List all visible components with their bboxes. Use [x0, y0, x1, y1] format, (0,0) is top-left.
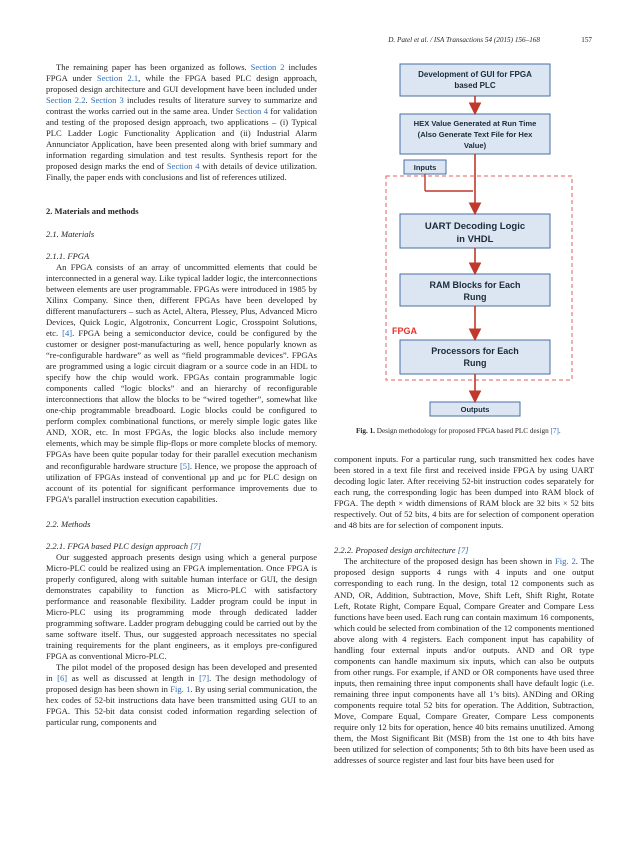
box-label: (Also Generate Text File for Hex [417, 130, 533, 139]
box-label: HEX Value Generated at Run Time [413, 119, 537, 128]
box-label: in VHDL [456, 234, 494, 245]
caption-text: . [558, 427, 561, 435]
architecture-paragraph [334, 556, 594, 766]
figure-1-caption [356, 427, 596, 436]
text-span: . The proposed design supports 4 rungs with 4 inputs and one output corresponding to each rung. In the design, total 12 components such as AND, OR, Addition, Subtraction, Move, Shift Left, Shift Right, Rotate Left, Rotate Right, Compare Equal, Compare Greater and Compare Less functions have been used. Each rung can contain maximum 16 components, which could be selected from combination of the 12 components mentioned above along with 4 registers. Each component input has capability of handling four external inputs and/or outputs. AND and OR type components can handle maximum six inputs, which can also be outputs from other rungs. For example, if AND or OR components have used three inputs, then remaining three input components shall have default logic (i.e. remaining three input components have all 1’s bits). ANDing and ORing components require total 52 bits for operation. The Addition, Subtraction, Move, Compare Equal, Compare Greater, Compare Less components require only 12 bits for operation, hence 40 bits remains unutilized. Among them, the Most Significant Bit (MSB) from the 1st one to 4th bits have been utilized for selection of components; 5th to 8th bits have been used as addresses of source register and last four bits have been used for [334, 556, 594, 766]
methods-paragraph-2 [46, 662, 317, 728]
section-link[interactable]: Section 2.2 [46, 95, 86, 106]
section-link[interactable]: Section 3 [90, 95, 124, 106]
page-number: 157 [581, 36, 592, 44]
text-span: , while the FPGA based PLC design approach, proposed design architecture and GUI development have been included under [46, 73, 317, 95]
citation-link[interactable]: [5] [179, 460, 190, 471]
figure-link[interactable]: Fig. 1 [170, 684, 191, 695]
fpga-paragraph [46, 262, 317, 505]
journal-reference: D. Patel et al. / ISA Transactions 54 (2015) 156–168 [388, 36, 540, 44]
citation-link[interactable]: [7] [550, 427, 559, 435]
text-span: An FPGA consists of an array of uncommitted elements that could be interconnected in a general way. Like typical ladder logic, the interconnections between elements are user programmable. FPGAs were introduced in 1985 by Xilinx Company. Since then, different FPGAs have been developed by different manufacturers – such as Actel, Altera, Plessey, Plus, Advanced Micro Devices, Quick Logic, Algotronix, Concurrent Logic, Crosspoint Solutions, etc. [46, 261, 317, 338]
right-column [334, 454, 594, 766]
section-heading-2: 2. Materials and methods [46, 205, 139, 216]
text-span: for validation and testing of the proposed design approach, two applications – (i) Typical PLC Ladder Logic Functionality Application and (ii) Industrial Alarm Annunciator Application, have been presented along with brief summary and information regarding simulation and test results. Synthesis report for the proposed design marks the end of [46, 106, 317, 172]
box-label: UART Decoding Logic [424, 221, 526, 232]
section-link[interactable]: Section 2.1 [96, 73, 139, 84]
text-span: includes results of literature survey to summarize and contrast the works carried out in the same area. Under [46, 95, 317, 117]
text-span: . The design methodology of proposed design has been shown in [46, 673, 317, 695]
citation-link[interactable]: [7] [190, 540, 202, 551]
figure-1-flowchart [334, 48, 594, 446]
fpga-label: FPGA [392, 326, 418, 336]
intro-paragraph [46, 62, 317, 184]
box-label: Processors for Each [431, 346, 519, 356]
box-label: based PLC [454, 81, 496, 90]
caption-text: Design methodology for proposed FPGA based PLC design [374, 427, 551, 435]
figure-link[interactable]: Fig. 2 [554, 556, 576, 567]
text-span: with details of device utilization. Finally, the paper ends with conclusions and list of references utilized. [46, 161, 317, 183]
subsubsection-heading-2-2-1 [46, 541, 317, 552]
text-span: . Hence, we propose the approach of utilization of FPGAs instead of conventional μp and μc for PLC design on account of its potential for significant performance improvements due to FPGA’s parallel instruction execution capabilities. [46, 460, 318, 504]
text-span: The remaining paper has been organized as follows. [56, 62, 251, 72]
caption-label: Fig. 1. [356, 427, 375, 435]
subsubsection-heading-2-2-2 [334, 545, 594, 556]
section-link[interactable]: Section 2 [250, 62, 285, 72]
left-column [46, 62, 317, 729]
text-span: . By using serial communication, the hex codes of 52-bit instructions data have been transmitted using GUI to an FPGA. This 52-bit data consist coded information regarding selection of particular rung, components and [46, 684, 318, 728]
text-span: as well as discussed at length in [67, 673, 200, 684]
text-span: The architecture of the proposed design has been shown in [344, 556, 555, 567]
citation-link[interactable]: [7] [457, 545, 469, 556]
section-link[interactable]: Section 4 [235, 106, 268, 117]
right-paragraph-1: component inputs. For a particular rung, such transmitted hex codes have been stored in a text file first and received inside FPGA by using UART decoding logic later. After receiving 52-bit instruction codes separately for each rung, the corresponding logic has been dumped into RAM block of FPGA. The depth × width dimensions of RAM block are 32 bits × 52 bits respectively. Out of 52 bits, 4 bits are for selection of component operation and 48 bits are for selection of component inputs. [334, 454, 594, 531]
box-label: Value) [463, 141, 487, 150]
text-span: . FPGA being a semiconductor device, could be configured by the customer or designer post-manufacturing as well, hence popularly known as “re-configurable hardware” as well as “field programmable devices”. FPGAs are programmed using a logic circuit diagram or a source code in an HDL to specify how the chip would work. FPGAs contain programmable logic components called “logic blocks” and an hierarchy of reconfigurable interconnections that allow the blocks to be “wired together”, somewhat like one-chip programmable breadboard. Logic blocks could be configured to perform complex combinational functions, or merely simple logic gates like AND, XOR, etc. In most FPGAs, the logic blocks also include memory elements, which may be simple flip-flops or more complete blocks of memory. FPGAs have been quite popular today for their parallel execution mechanism and reconfigurable hardware structure [46, 327, 317, 471]
methods-paragraph-1: Our suggested approach presents design using which a general purpose Micro-PLC could be realized using an FPGA implementation. Once FPGA is properly configured, along with suitable human interface or GUI, the design demonstrates capability to function as Micro-PLC with satisfactory performance and reasonable flexibility. Ladder program could be input in Micro-PLC using its programming mode through dedicated ladder programming software. Ladder program debugging could be carried out by the same software itself. Thus, our suggested approach necessitates no special training requirements for the plant engineers, as it employs pre-configured FPGA as conventional Micro-PLC. [46, 551, 317, 662]
box-label: Outputs [460, 405, 490, 414]
text-span: . [85, 95, 91, 106]
box-label: Development of GUI for FPGA [418, 70, 532, 79]
box-label: RAM Blocks for Each [429, 280, 521, 290]
subsubsection-heading-2-1-1: 2.1.1. FPGA [46, 250, 90, 261]
subsection-heading-2-1: 2.1. Materials [46, 228, 95, 239]
text-span: 2.2.2. Proposed design architecture [334, 545, 458, 556]
text-span: The pilot model of the proposed design has been developed and presented in [46, 662, 317, 684]
gui-development-box [400, 64, 550, 96]
box-label: Inputs [413, 163, 437, 172]
citation-link[interactable]: [6] [57, 673, 68, 684]
box-label: Rung [463, 292, 487, 302]
text-span: 2.2.1. FPGA based PLC design approach [46, 540, 191, 551]
citation-link[interactable]: [4] [62, 327, 73, 338]
box-label: Rung [463, 358, 487, 368]
section-link[interactable]: Section 4 [166, 161, 200, 172]
citation-link[interactable]: [7] [199, 673, 210, 684]
subsection-heading-2-2: 2.2. Methods [46, 518, 91, 529]
text-span: includes FPGA under [46, 62, 318, 84]
flowchart-svg [334, 48, 594, 428]
